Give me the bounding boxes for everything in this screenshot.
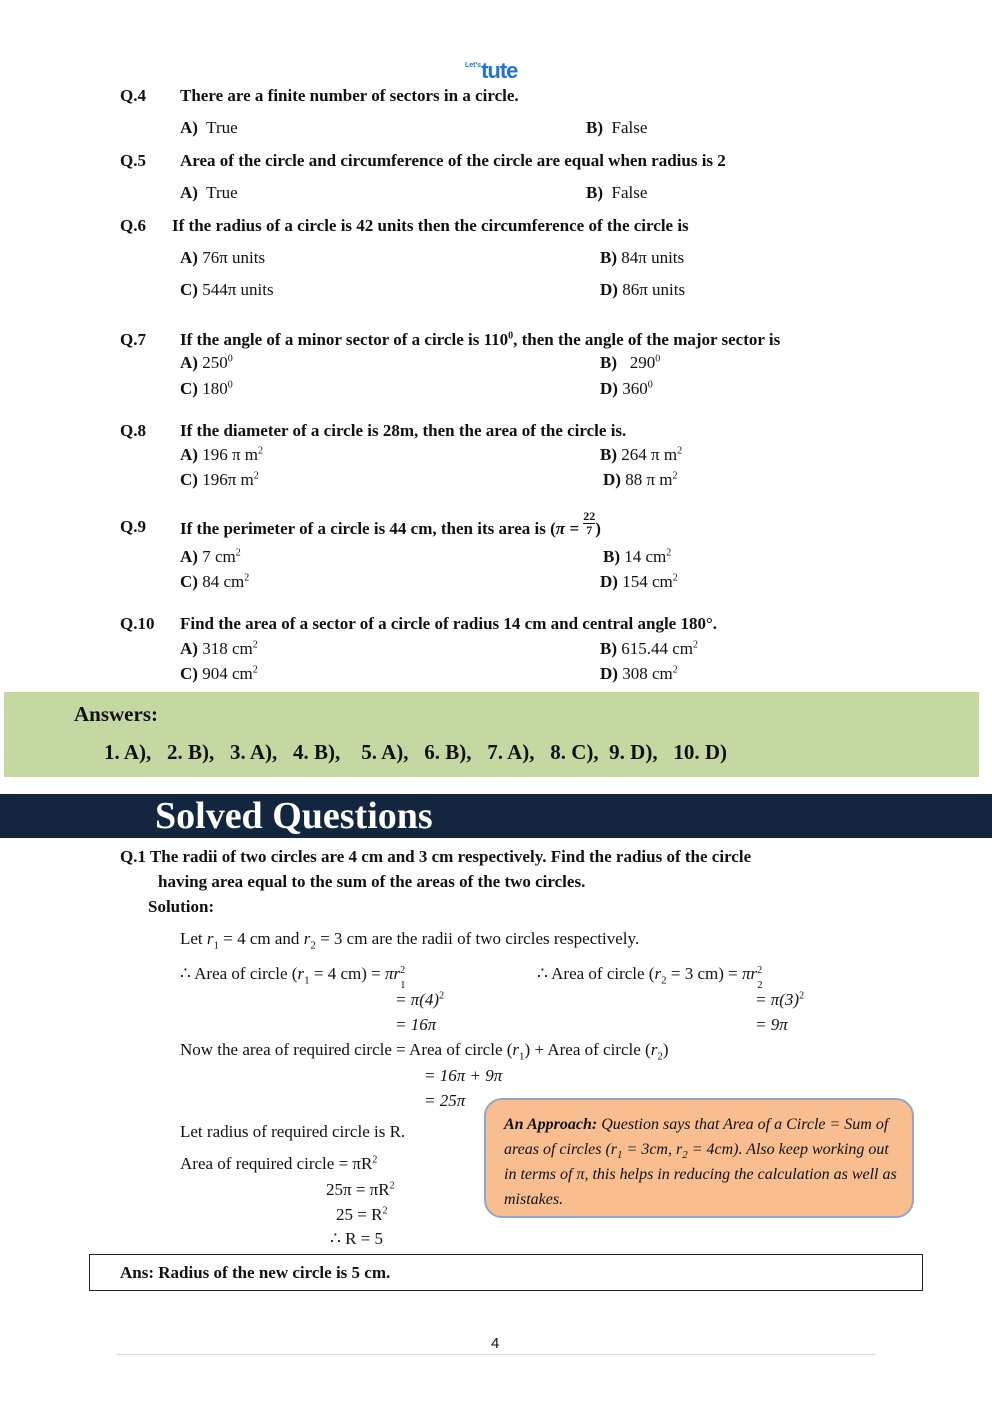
pi-equals: π =: [555, 519, 580, 539]
option-value: 308 cm: [622, 664, 673, 683]
question-text: [180, 510, 601, 537]
superscript: 2: [389, 1180, 395, 1192]
fraction-denominator: 7: [586, 523, 593, 537]
var-r: r: [303, 929, 311, 948]
sum-step1: = 16π + 9π: [424, 1066, 503, 1085]
option-a: [180, 118, 238, 138]
callout-text: = 3cm, r: [622, 1141, 683, 1158]
degree-superscript: 0: [647, 379, 653, 391]
option-b: [586, 183, 647, 203]
option-d: [600, 280, 685, 300]
text: = 3 cm) =: [666, 964, 742, 983]
footer-divider: [117, 1354, 875, 1355]
superscript: 2: [799, 990, 805, 1002]
option-value: 615.44 cm: [621, 639, 694, 658]
var-r: r: [297, 964, 305, 983]
let-radii-line: [180, 929, 640, 952]
option-value: 84π units: [621, 248, 685, 267]
degree-superscript: 0: [227, 353, 233, 365]
option-label: A): [180, 118, 198, 137]
square-superscript: 2: [666, 547, 672, 559]
option-a: [180, 248, 265, 268]
answers-list: 1. A), 2. B), 3. A), 4. B), 5. A), 6. B), 7. A), 8. C), 9. D), 10. D): [104, 740, 727, 764]
option-label: A): [180, 183, 198, 202]
square-superscript: 2: [672, 664, 678, 676]
option-value: 196 π m: [202, 445, 259, 464]
option-label: B): [600, 353, 617, 372]
subscript: 1: [617, 1149, 623, 1162]
text: = 4 cm and: [219, 929, 304, 948]
square-superscript: 2: [253, 470, 259, 482]
superscript: 2: [372, 1154, 378, 1166]
option-value: 154 cm: [622, 572, 673, 591]
option-value: 544π units: [202, 280, 274, 299]
option-label: B): [600, 445, 617, 464]
equation-step2: [326, 1180, 395, 1200]
text: Let: [180, 929, 207, 948]
option-label: C): [180, 280, 198, 299]
option-c: [180, 280, 274, 300]
option-label: B): [600, 639, 617, 658]
option-value: 196π m: [202, 470, 254, 489]
solution-label: Solution:: [148, 897, 215, 916]
option-label: B): [600, 248, 617, 267]
answers-title: Answers:: [74, 702, 158, 726]
option-value: 76π units: [202, 248, 266, 267]
option-label: C): [180, 379, 198, 398]
approach-callout: [484, 1098, 914, 1218]
option-c: [180, 470, 259, 490]
subscript: 1: [519, 1050, 525, 1063]
text: ) + Area of circle (: [524, 1040, 651, 1059]
equation-text: Area of required circle = πR: [180, 1154, 373, 1173]
degree-superscript: 0: [508, 330, 514, 342]
option-label: C): [180, 470, 198, 489]
option-label: D): [603, 470, 621, 489]
section-title: Solved Questions: [155, 795, 433, 837]
option-value: 88 π m: [625, 470, 673, 489]
option-a: [180, 547, 241, 567]
question-text: Find the area of a sector of a circle of radius 14 cm and central angle 180°.: [180, 614, 718, 633]
option-label: A): [180, 248, 198, 267]
text: ∴ Area of circle (: [180, 964, 298, 983]
degree-superscript: 0: [227, 379, 233, 391]
option-label: B): [586, 183, 603, 202]
option-c: [180, 379, 233, 399]
area-circle-1-step2: [395, 990, 444, 1010]
question-text-post: , then the angle of the major sector is: [513, 330, 781, 349]
step-text: = π(3): [755, 990, 800, 1009]
question-text: There are a finite number of sectors in a circle.: [180, 86, 519, 105]
superscript: 2: [439, 990, 445, 1002]
square-superscript: 2: [258, 445, 264, 457]
var-r: r: [512, 1040, 520, 1059]
square-superscript: 2: [235, 547, 241, 559]
square-superscript: 2: [244, 572, 250, 584]
option-value: 318 cm: [202, 639, 253, 658]
question-text: [180, 330, 780, 350]
option-value: 84 cm: [202, 572, 245, 591]
text: ∴ Area of circle (: [537, 964, 655, 983]
option-label: B): [586, 118, 603, 137]
subscript: 2: [310, 939, 316, 952]
option-value: 904 cm: [202, 664, 253, 683]
option-a: [180, 353, 233, 373]
area-circle-2-step3: = 9π: [755, 1015, 788, 1034]
option-label: C): [180, 572, 198, 591]
text: ): [662, 1040, 669, 1059]
equation-step3: [336, 1205, 387, 1225]
question-number: Q.6: [120, 216, 146, 235]
area-circle-2-step2: [755, 990, 804, 1010]
degree-superscript: 0: [655, 353, 661, 365]
option-label: B): [603, 547, 620, 566]
option-d: [600, 379, 653, 399]
question-text-main: If the perimeter of a circle is 44 cm, then its area is (: [180, 519, 556, 539]
question-number: Q.8: [120, 421, 146, 440]
text: Now the area of required circle = Area of circle (: [180, 1040, 513, 1059]
fraction-numerator: 22: [583, 509, 596, 523]
option-value: 264 π m: [621, 445, 678, 464]
question-number: Q.10: [120, 614, 155, 633]
option-b: [603, 547, 671, 567]
question-number: Q.7: [120, 330, 146, 349]
option-value: True: [206, 183, 238, 202]
question-text: If the diameter of a circle is 28m, then the area of the circle is.: [180, 421, 627, 440]
option-c: [180, 664, 258, 684]
logo-small-text: Let's: [465, 62, 482, 69]
option-label: D): [600, 664, 618, 683]
option-c: [180, 572, 249, 592]
logo-main-text: tute: [481, 58, 518, 83]
option-value: False: [611, 183, 648, 202]
sum-step2: = 25π: [424, 1091, 466, 1110]
callout-text: = 4cm). Also keep working out in terms of π, this helps in reducing the calculation as well as mistakes.: [504, 1141, 897, 1208]
text: = 4 cm) =: [309, 964, 385, 983]
option-d: [600, 572, 678, 592]
square-superscript: 2: [677, 445, 683, 457]
solved-question-line2: having area equal to the sum of the areas of the two circles.: [158, 872, 586, 891]
equation-text: 25 = R: [336, 1205, 383, 1224]
option-b: [600, 353, 660, 373]
var-r: r: [650, 1040, 658, 1059]
question-number: Q.9: [120, 517, 146, 536]
question-text-pre: If the angle of a minor sector of a circle is 110: [180, 330, 509, 349]
option-value: False: [611, 118, 648, 137]
page-number: 4: [491, 1335, 500, 1352]
equation-text: 25π = πR: [326, 1180, 390, 1199]
option-a: [180, 445, 263, 465]
section-header-band: [0, 794, 992, 838]
option-value: True: [206, 118, 238, 137]
callout-title: An Approach:: [504, 1116, 598, 1133]
square-superscript: 2: [672, 572, 678, 584]
square-superscript: 2: [252, 664, 258, 676]
equation-step4: ∴ R = 5: [330, 1229, 383, 1248]
lets-tute-logo: [465, 58, 517, 84]
square-superscript: 2: [252, 639, 258, 651]
option-label: D): [600, 280, 618, 299]
area-circle-1-line: ∴ Area of circle ($r_1 = 4$ cm) = πr 2 1: [180, 964, 406, 991]
answer-text: Ans: Radius of the new circle is 5 cm.: [120, 1263, 391, 1282]
question-number: Q.4: [120, 86, 146, 105]
subscript: 2: [682, 1149, 688, 1162]
option-a: [180, 639, 258, 659]
equation-step1: [180, 1154, 377, 1174]
option-b: [600, 248, 684, 268]
area-circle-1-step3: = 16π: [395, 1015, 437, 1034]
solved-question-line1: Q.1 The radii of two circles are 4 cm and 3 cm respectively. Find the radius of the circle: [120, 847, 752, 866]
square-superscript: 2: [693, 639, 699, 651]
pi-r: πr: [741, 964, 758, 983]
option-value: 86π units: [622, 280, 686, 299]
option-b: [600, 445, 682, 465]
superscript: 2: [382, 1205, 388, 1217]
subscript: 2: [661, 974, 667, 987]
subscript: 1: [213, 939, 220, 952]
var-r: r: [654, 964, 662, 983]
question-number: Q.5: [120, 151, 146, 170]
option-label: A): [180, 639, 198, 658]
question-text: Area of the circle and circumference of the circle are equal when radius is 2: [180, 151, 726, 170]
option-label: C): [180, 664, 198, 683]
var-r: r: [206, 929, 214, 948]
option-label: A): [180, 445, 198, 464]
step-text: = π(4): [395, 990, 440, 1009]
option-label: D): [600, 572, 618, 591]
callout-text: Question says that Area of a Circle = Sum of areas of circles (r: [504, 1116, 889, 1158]
option-d: [603, 470, 678, 490]
option-label: A): [180, 547, 198, 566]
option-value: 7 cm: [202, 547, 236, 566]
text: = 3 cm are the radii of two circles respectively.: [315, 929, 640, 948]
close-paren: ): [595, 519, 601, 539]
square-superscript: 2: [672, 470, 678, 482]
option-b: [586, 118, 647, 138]
required-area-line: [180, 1040, 669, 1063]
option-value: 360: [622, 379, 648, 398]
option-a: [180, 183, 238, 203]
area-circle-2-line: ∴ Area of circle ($r_2 = 3$ cm) = πr 2 2: [537, 964, 763, 991]
let-radius-R: Let radius of required circle is R.: [180, 1122, 406, 1141]
option-label: D): [600, 379, 618, 398]
option-d: [600, 664, 678, 684]
question-text: If the radius of a circle is 42 units then the circumference of the circle is: [172, 216, 689, 235]
subscript: 1: [304, 974, 310, 987]
option-value: 180: [202, 379, 228, 398]
pi-r: πr: [384, 964, 401, 983]
option-value: 14 cm: [624, 547, 667, 566]
option-label: A): [180, 353, 198, 372]
option-value: 250: [202, 353, 228, 372]
subscript: 2: [657, 1050, 663, 1063]
fraction-22-over-7: [583, 510, 595, 537]
option-value: 290: [629, 353, 656, 372]
option-b: [600, 639, 698, 659]
